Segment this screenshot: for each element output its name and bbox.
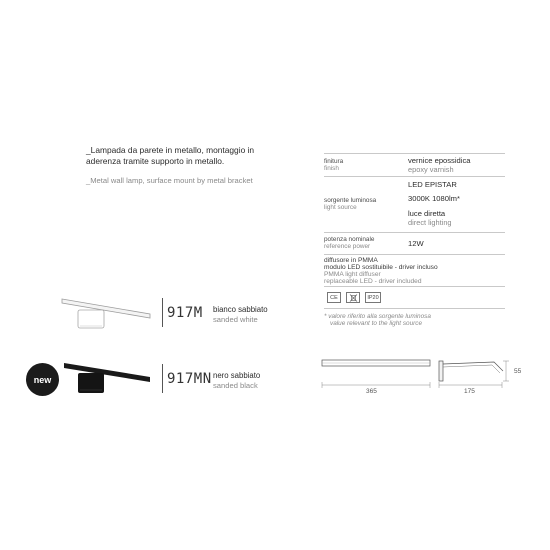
- spec-diffuser-line1-it: diffusore in PMMA: [324, 257, 378, 264]
- spec-row-light-source: [324, 177, 505, 233]
- dimension-height: 55: [514, 368, 522, 375]
- lamp-white-mount: [78, 310, 104, 328]
- product-code-917m: 917M: [167, 305, 203, 321]
- product-divider-917m: [162, 298, 163, 327]
- spec-power-label-it: potenza nominale: [324, 236, 375, 243]
- spec-row-finish: [324, 154, 505, 177]
- finish-italian-917m: bianco sabbiato: [213, 305, 268, 314]
- spec-light-direction-it: luce diretta: [408, 209, 446, 218]
- lamp-white-illustration: [60, 296, 152, 330]
- spec-finish-value-it: vernice epossidica: [408, 156, 471, 165]
- spec-finish-label-en: finish: [324, 165, 339, 172]
- note-italian: * valore riferito alla sorgente luminosa: [324, 313, 431, 320]
- product-divider-917mn: [162, 364, 163, 393]
- spec-finish-label-it: finitura: [324, 158, 344, 165]
- spec-diffuser-line1-en: PMMA light diffuser: [324, 271, 381, 278]
- spec-finish-value-en: epoxy varnish: [408, 165, 454, 174]
- lamp-black-mount: [78, 373, 104, 393]
- ce-mark-icon: CE: [327, 292, 341, 303]
- ip20-rating-icon: IP20: [365, 292, 381, 303]
- lamp-white-bar: [62, 299, 150, 318]
- spec-light-label-en: light source: [324, 204, 357, 211]
- dimension-length: 365: [366, 388, 377, 395]
- product-code-917mn: 917MN: [167, 371, 212, 387]
- spec-power-label-en: reference power: [324, 243, 371, 250]
- spec-light-source-temp-lumen: 3000K 1080lm*: [408, 194, 460, 203]
- lamp-black-bar: [64, 363, 150, 382]
- spec-diffuser-line2-it: modulo LED sostituibile - driver incluso: [324, 264, 438, 271]
- finish-english-917m: sanded white: [213, 315, 258, 324]
- spec-light-label-it: sorgente luminosa: [324, 197, 377, 204]
- front-view-outline: [322, 360, 430, 366]
- description-english: _Metal wall lamp, surface mount by metal bracket: [86, 176, 253, 185]
- description-italian: _Lampada da parete in metallo, montaggio in aderenza tramite supporto in metallo.: [86, 145, 255, 166]
- weee-bin-icon: [346, 292, 360, 303]
- spec-light-source-led: LED EPISTAR: [408, 180, 457, 189]
- spec-power-value: 12W: [408, 239, 424, 248]
- side-view-dimension-lines: [439, 361, 509, 388]
- spec-row-diffuser: [324, 255, 505, 287]
- finish-italian-917mn: nero sabbiato: [213, 371, 261, 380]
- finish-english-917mn: sanded black: [213, 381, 258, 390]
- spec-row-certifications: [324, 287, 505, 309]
- side-view-outline: [439, 361, 503, 381]
- lamp-black-illustration: [62, 361, 152, 397]
- spec-light-direction-en: direct lighting: [408, 218, 452, 227]
- spec-diffuser-line2-en: replaceable LED - driver included: [324, 278, 422, 285]
- note-english: value relevant to the light source: [330, 320, 423, 327]
- spec-row-power: [324, 233, 505, 255]
- dimension-drawing: [318, 355, 513, 400]
- new-badge: new: [26, 363, 59, 396]
- dimension-depth: 175: [464, 388, 475, 395]
